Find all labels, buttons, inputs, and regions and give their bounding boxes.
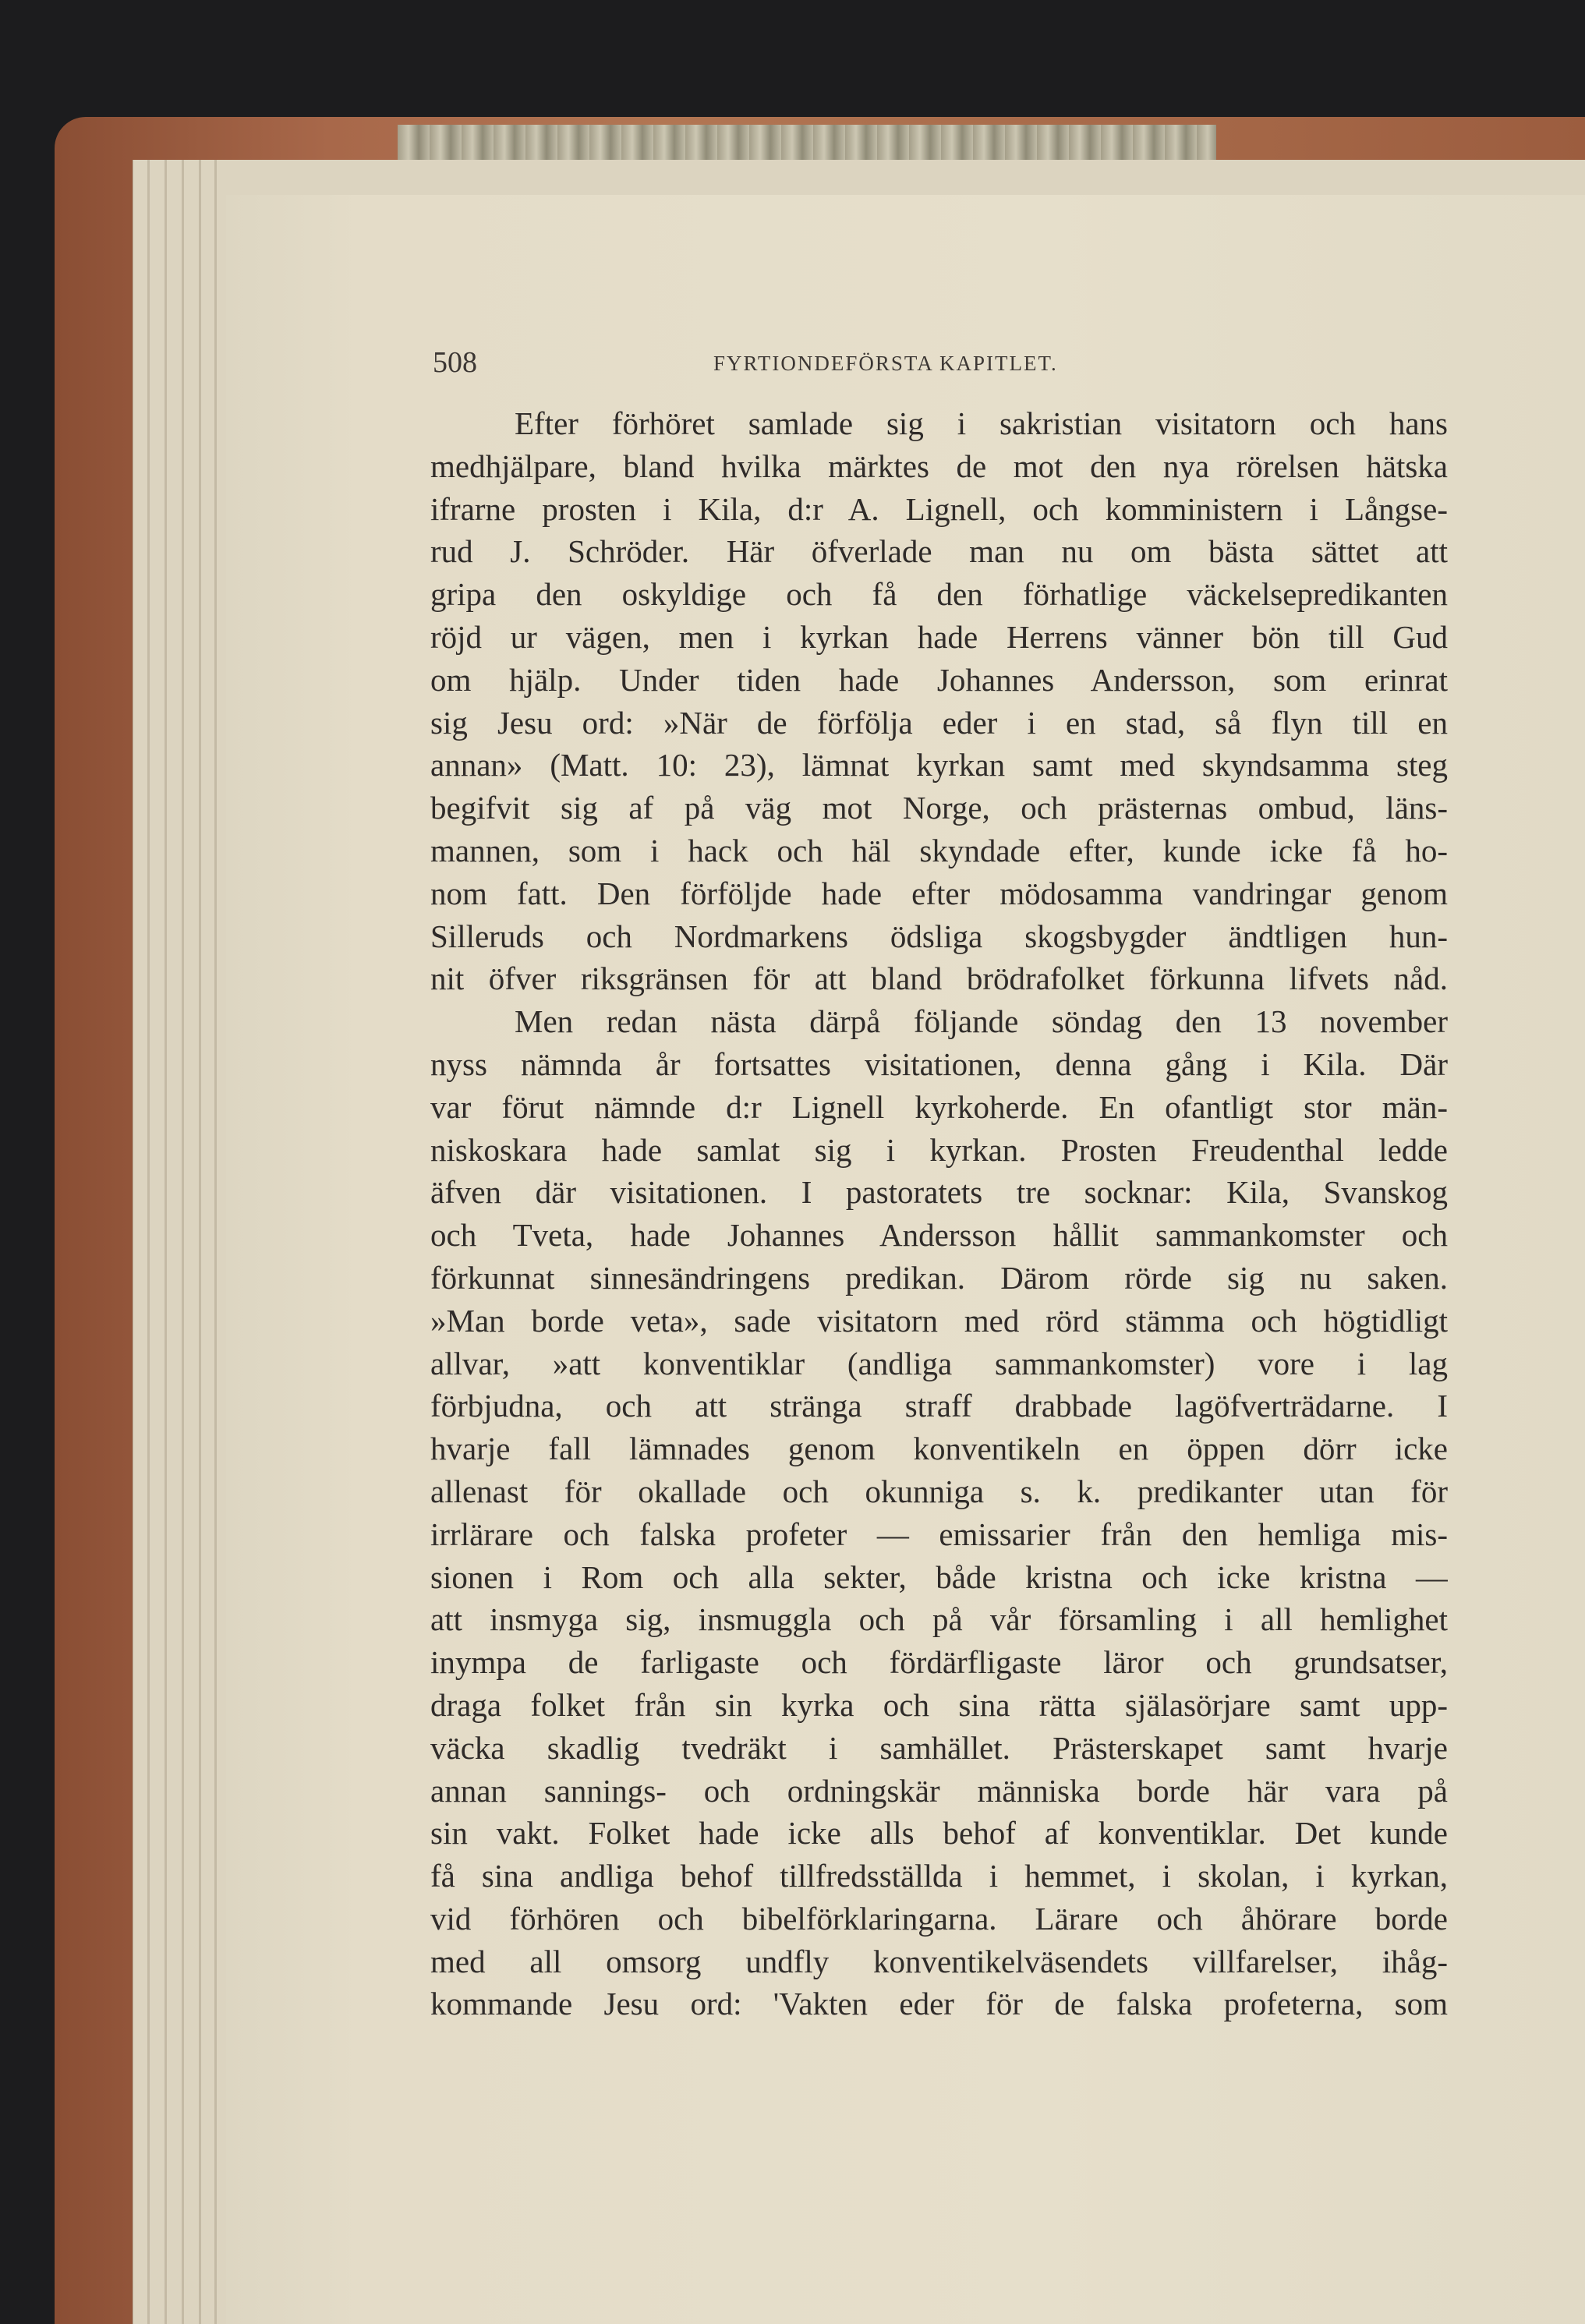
text-line: sin vakt. Folket hade icke alls behof af konventiklar. Det kunde: [430, 1815, 1448, 1852]
text-line: niskoskara hade samlat sig i kyrkan. Prosten Freudenthal ledde: [430, 1131, 1448, 1168]
body-text: [430, 402, 1448, 2025]
text-line: gripa den oskyldige och få den förhatlige väckelsepredikanten: [430, 576, 1448, 613]
text-line: var förut nämnde d:r Lignell kyrkoherde. En ofantligt stor män-: [430, 1088, 1448, 1125]
text-line: väcka skadlig tvedräkt i samhället. Prästerskapet samt hvarje: [430, 1729, 1448, 1766]
text-line: inympa de farligaste och fördärfligaste läror och grundsatser,: [430, 1644, 1448, 1681]
text-line: hvarje fall lämnades genom konventikeln en öppen dörr icke: [430, 1431, 1448, 1467]
text-line: förkunnat sinnesändringens predikan. Därom rörde sig nu saken.: [430, 1259, 1448, 1296]
text-line: draga folket från sin kyrka och sina rätta själasörjare samt upp-: [430, 1686, 1448, 1723]
text-line: mannen, som i hack och häl skyndade efter, kunde icke få ho-: [430, 832, 1448, 868]
text-line: få sina andliga behof tillfredsställda i hemmet, i skolan, i kyrkan,: [430, 1858, 1448, 1894]
text-line: att insmyga sig, insmuggla och på vår församling i all hemlighet: [430, 1601, 1448, 1638]
text-line: begifvit sig af på väg mot Norge, och prästernas ombud, läns-: [430, 790, 1448, 826]
text-line: sig Jesu ord: »När de förfölja eder i en stad, så flyn till en: [430, 704, 1448, 741]
text-line: medhjälpare, bland hvilka märktes de mot den nya rörelsen hätska: [430, 447, 1448, 484]
text-line: »Man borde veta», sade visitatorn med rörd stämma och högtidligt: [430, 1302, 1448, 1339]
text-line: med all omsorg undfly konventikelväsendets villfarelser, ihåg-: [430, 1943, 1448, 1979]
text-line: allvar, »att konventiklar (andliga sammankomster) vore i lag: [430, 1345, 1448, 1381]
text-line: irrlärare och falska profeter — emissarier från den hemliga mis-: [430, 1516, 1448, 1552]
text-line: äfven där visitationen. I pastoratets tre socknar: Kila, Svanskog: [430, 1174, 1448, 1211]
text-line: och Tveta, hade Johannes Andersson hållit sammankomster och: [430, 1217, 1448, 1254]
text-line: förbjudna, och att stränga straff drabbade lagöfverträdarne. I: [430, 1388, 1448, 1424]
text-line: Men redan nästa därpå följande söndag den 13 november: [515, 1003, 1448, 1040]
page-number: 508: [433, 346, 477, 379]
text-line: sionen i Rom och alla sekter, både kristna och icke kristna —: [430, 1558, 1448, 1595]
text-line: nit öfver riksgränsen för att bland brödrafolket förkunna lifvets nåd.: [430, 960, 1448, 997]
text-line: nom fatt. Den förföljde hade efter mödosamma vandringar genom: [430, 875, 1448, 911]
text-line: rud J. Schröder. Här öfverlade man nu om bästa sättet att: [430, 533, 1448, 570]
text-line: Silleruds och Nordmarkens ödsliga skogsbygder ändtligen hun-: [430, 918, 1448, 954]
text-line: nyss nämnda år fortsattes visitationen, denna gång i Kila. Där: [430, 1045, 1448, 1082]
text-line: annan sannings- och ordningskär människa borde här vara på: [430, 1772, 1448, 1809]
text-line: kommande Jesu ord: 'Vakten eder för de falska profeterna, som: [430, 1986, 1448, 2022]
page-header: [433, 339, 1450, 386]
text-line: röjd ur vägen, men i kyrkan hade Herrens vänner bön till Gud: [430, 618, 1448, 655]
text-line: om hjälp. Under tiden hade Johannes Andersson, som erinrat: [430, 661, 1448, 698]
text-line: ifrarne prosten i Kila, d:r A. Lignell, och komministern i Långse-: [430, 490, 1448, 527]
text-line: allenast för okallade och okunniga s. k. predikanter utan för: [430, 1473, 1448, 1509]
text-line: Efter förhöret samlade sig i sakristian visitatorn och hans: [515, 405, 1448, 441]
text-line: vid förhören och bibelförklaringarna. Lärare och åhörare borde: [430, 1900, 1448, 1937]
running-head: FYRTIONDEFÖRSTA KAPITLET.: [713, 352, 1058, 375]
text-line: annan» (Matt. 10: 23), lämnat kyrkan samt med skyndsamma steg: [430, 747, 1448, 784]
